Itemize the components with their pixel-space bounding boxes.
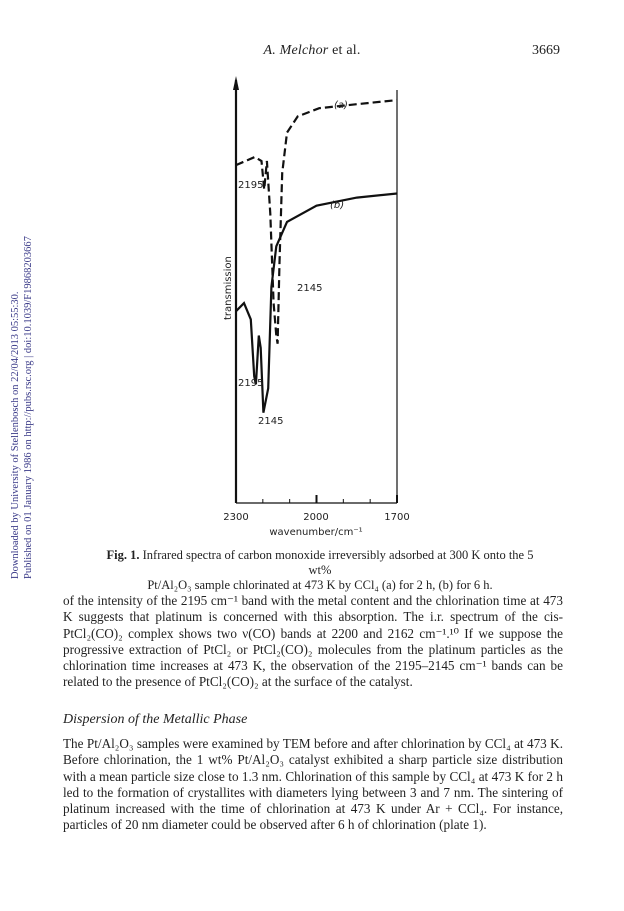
ir-spectrum-chart <box>200 72 440 547</box>
section-heading: Dispersion of the Metallic Phase <box>63 712 248 727</box>
x-axis-label: wavenumber/cm⁻¹ <box>269 527 363 538</box>
author-suffix: et al. <box>328 43 361 58</box>
page-number: 3669 <box>532 43 560 58</box>
peak-label-b-2145: 2145 <box>258 416 284 427</box>
caption-line-1: Infrared spectra of carbon monoxide irreversibly adsorbed at 300 K onto the 5 wt% <box>139 548 534 577</box>
body-paragraph-2: The Pt/Al₂O₃ samples were examined by TEM before and after chlorination by CCl₄ at 473 K. Before chlorination, the 1 wt% Pt/Al₂O₃ catalyst exhibited a sharp particle size distribution with a mean particle size close to 1.3 nm. Chlorination of this sample by CCl₄ at 473 K for 2 h led to the formation of crystallites with diameters lying between 3 and 7 nm. The sintering of platinum increased with the time of chlorination at 473 K under Ar + CCl₄. For instance, particles of 20 nm diameter could be observed after 6 h of chlorination (plate 1). <box>63 736 563 833</box>
author-name: A. Melchor <box>263 43 329 58</box>
curve-a-label: (a) <box>334 100 348 111</box>
peak-label-b-2195: 2195 <box>238 378 264 389</box>
peak-label-a-2195: 2195 <box>238 180 264 191</box>
publication-stamp: Published on 01 January 1986 on http://pubs.rsc.org | doi:10.1039/F19868203667 <box>23 236 34 579</box>
curve-a <box>236 100 397 344</box>
caption-line-2: Pt/Al₂O₃ sample chlorinated at 473 K by CCl₄ (a) for 2 h, (b) for 6 h. <box>147 578 493 592</box>
body-paragraph-1: of the intensity of the 2195 cm⁻¹ band with the metal content and the chlorination time at 473 K suggests that platinum is concerned with this absorption. The i.r. spectrum of the cis-PtCl₂(CO)₂ complex shows two ν(CO) bands at 2200 and 2162 cm⁻¹.¹⁰ If we suppose the progressive extraction of PtCl₂ or PtCl₂(CO)₂ molecules from the platinum particles as the chlorination time increases at 473 K, the observation of the 2195–2145 cm⁻¹ bands can be related to the presence of PtCl₂(CO)₂ at the surface of the catalyst. <box>63 593 563 690</box>
running-header <box>0 43 624 59</box>
y-axis-label: transmission <box>223 256 234 320</box>
download-stamp: Downloaded by University of Stellenbosch on 22/04/2013 05:55:30. <box>10 291 21 579</box>
x-tick-label-1700: 1700 <box>384 512 410 523</box>
curve-b-label: (b) <box>330 200 345 211</box>
x-tick-label-2000: 2000 <box>303 512 329 523</box>
figure-caption <box>94 548 546 593</box>
ir-spectrum-figure <box>200 72 440 547</box>
y-axis-arrow <box>233 76 239 90</box>
caption-label: Fig. 1. <box>106 548 140 562</box>
peak-label-a-2145: 2145 <box>297 283 323 294</box>
x-tick-label-2300: 2300 <box>223 512 249 523</box>
